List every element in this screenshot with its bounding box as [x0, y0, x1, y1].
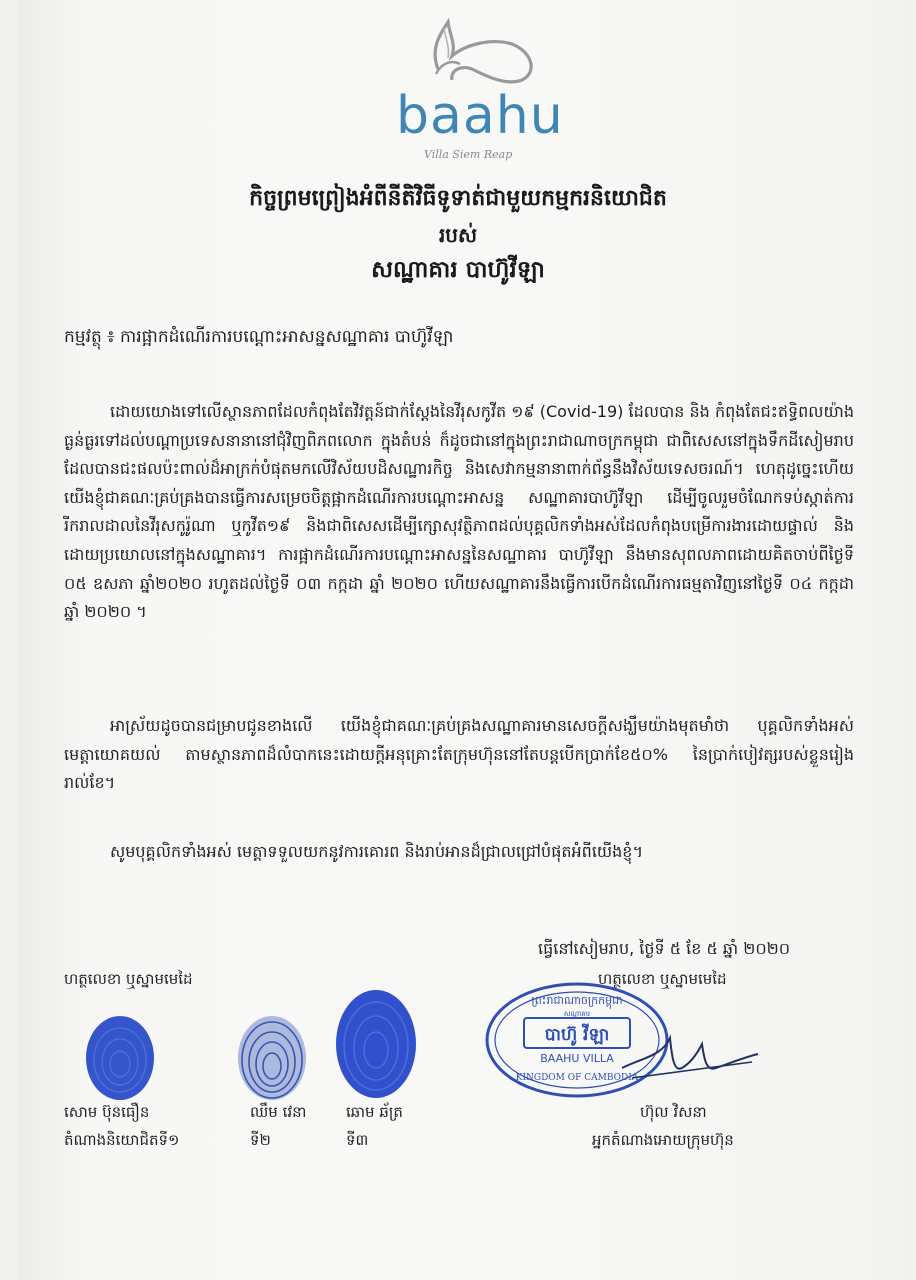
representative-signature-label: ហត្ថលេខា ឬស្នាមមេដៃ — [598, 970, 727, 988]
handwritten-signature — [612, 1018, 762, 1088]
representative-name: ហ៊ុល វិសនា — [640, 1103, 707, 1121]
thumbprint-icon — [232, 1012, 312, 1104]
representative-role: អ្នកតំណាងអោយក្រុមហ៊ុន — [592, 1131, 734, 1149]
employee-2-signature — [250, 1098, 306, 1154]
employee-role: ទី២ — [250, 1131, 271, 1149]
hotel-name-title: សណ្ឋាគារ បាហ៊ូវីឡា — [371, 257, 545, 283]
thumbprint-icon — [330, 984, 422, 1104]
document-title-of: របស់ — [438, 223, 478, 247]
stamp-top-text: ព្រះរាជាណាចក្រកម្ពុជា — [531, 994, 623, 1007]
closing-paragraph: សូមបុគ្គលិកទាំងអស់ មេត្តាទទួលយកនូវការគោរព និងរាប់អានដ៏ជ្រាលជ្រៅបំផុតអំពីយើងខ្ញុំ។ — [110, 842, 643, 861]
employee-role: ទី៣ — [346, 1131, 369, 1149]
brand-name: baahu — [396, 86, 564, 146]
brand-tagline: Villa Siem Reap — [424, 148, 513, 161]
stamp-english-text: BAAHU VILLA — [540, 1052, 614, 1065]
employee-3-signature — [346, 1098, 403, 1154]
employee-signature-label: ហត្ថលេខា ឬស្នាមមេដៃ — [64, 970, 193, 988]
thumbprint-icon — [80, 1010, 160, 1105]
body-paragraph-2: អាស្រ័យដូចបានជម្រាបជូនខាងលើ យើងខ្ញុំជាគណៈគ្រប់គ្រងសណ្ឋាគារមានសេចក្តីសង្ឃឹមយ៉ាងមុតមាំថា បុគ្គលិកទាំងអស់មេត្តាយោគយល់ តាមស្ថានភាពដ៏លំបាកនេះដោយក្តីអនុគ្រោះតែក្រុមហ៊ុននៅតែបន្តបើកប្រាក់ខែ៥០% នៃប្រាក់បៀវត្សរបស់ខ្លួនរៀងរាល់ខែ។ — [64, 716, 854, 793]
stamp-small-text: សណ្ឋាគារ — [563, 1010, 591, 1018]
subject-line: កម្មវត្ថុ ៖ ការផ្អាកដំណើរការបណ្តោះអាសន្នសណ្ឋាគារ បាហ៊ូវីឡា — [64, 327, 454, 347]
stamp-center-text: បាហ៊ូ វីឡា — [544, 1025, 610, 1045]
employee-name: ឆោម ឆ័ត្រ — [346, 1103, 403, 1121]
stamp-bottom-text: KINGDOM OF CAMBODIA — [515, 1073, 639, 1083]
employee-name: ឈឹម វេនា — [250, 1103, 307, 1121]
document-title: កិច្ចព្រមព្រៀងអំពីនីតិវិធីទូទាត់ជាមួយកម្មករនិយោជិត — [249, 186, 667, 211]
employee-name: សោម ប៊ុនធឿន — [64, 1103, 150, 1121]
place-date: ធ្វើនៅសៀមរាប, ថ្ងៃទី ៥ ខែ ៥ ឆ្នាំ ២០២០ — [538, 939, 791, 958]
body-paragraph-1: ដោយយោងទៅលើស្ថានភាពដែលកំពុងតែវិវត្តន៍ជាក់ស្តែងនៃវីរុសកូវីត ១៩ (Covid-19) ដែលបាន និង កំពុងតែជះឥទ្ធិពលយ៉ាងធ្ងន់ធ្ងរទៅដល់បណ្តាប្រទេសនានានៅជុំវិញពិភពលោក ក្នុងតំបន់ ក៏ដូចជានៅក្នុងព្រះរាជាណាចក្រកម្ពុជា ជាពិសេសនៅក្នុងទឹកដីសៀមរាប ដែលបានជះផលប៉ះពាល់ដ៏អាក្រក់បំផុតមកលើវិស័យបដិសណ្ឋារកិច្ច និងសេវាកម្មនានាពាក់ព័ន្ធនឹងវិស័យទេសចរណ៍។ ហេតុដូច្នេះហើយ យើងខ្ញុំជាគណៈគ្រប់គ្រងបានធ្វើការសម្រេចចិត្តផ្អាកដំណើរការបណ្តោះអាសន្ន សណ្ឋាគារបាហ៊ូវីឡា ដើម្បីចូលរួមចំណែកទប់ស្កាត់ការរីករាលដាលនៃវីរុសកូរ៉ូណា ឬកូវីត១៩ និងជាពិសេសដើម្បីក្សោសុវត្ថិភាពដល់បុគ្គលិកទាំងអស់ដែលកំពុងបម្រើការងារដោយផ្ទាល់ និងដោយប្រយោលនៅក្នុងសណ្ឋាគារ។ ការផ្អាកដំណើរការបណ្តោះអាសន្ននៃសណ្ឋាគារ បាហ៊ូវីឡា នឹងមានសុពលភាពដោយគិតចាប់ពីថ្ងៃទី ០៥ ឧសភា ឆ្នាំ២០២០ រហូតដល់ថ្ងៃទី ០៣ កក្កដា ឆ្នាំ ២០២០ ហើយសណ្ឋាគារនឹងធ្វើការបើកដំណើរការធម្មតាវិញនៅថ្ងៃទី ០៤ កក្កដា ឆ្នាំ ២០២០ ។ — [64, 402, 854, 622]
employee-1-signature — [64, 1098, 179, 1154]
employee-role: តំណាងនិយោជិតទី១ — [64, 1131, 180, 1149]
